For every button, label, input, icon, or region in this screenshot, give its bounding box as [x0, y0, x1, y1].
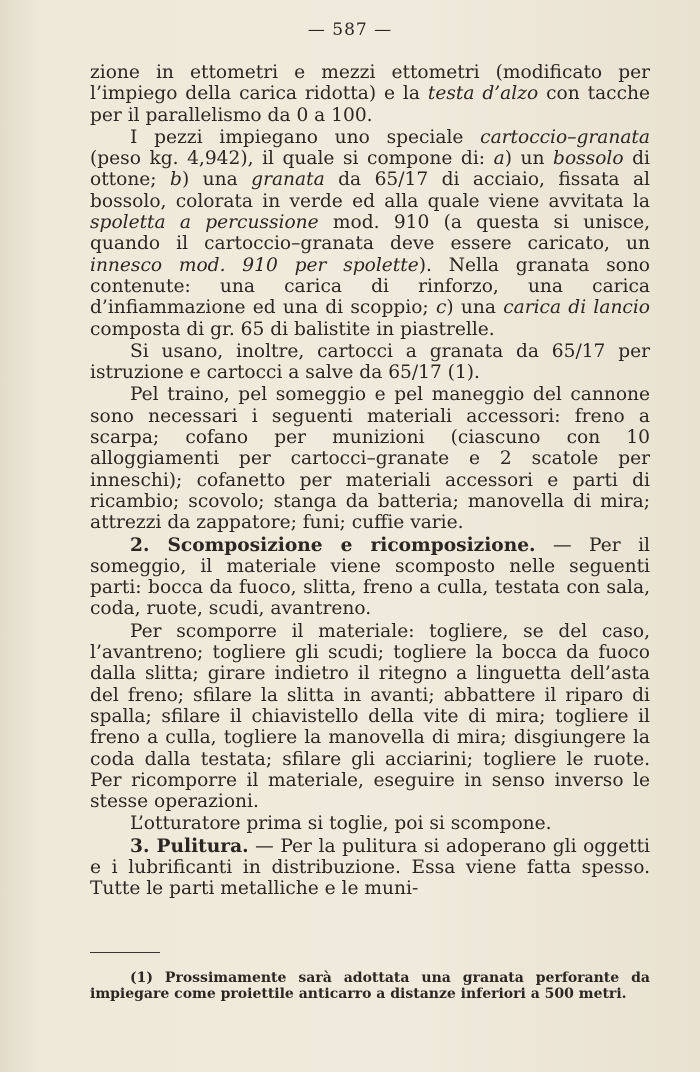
- paragraph-scomposizione: 2. Scomposizione e ricomposizione. — Per il someggio, il materiale viene scomposto nelle seguenti parti: bocca da fuoco, slitta, freno a culla, testata con sala, coda, ruote, scudi, avantreno.: [90, 534, 650, 620]
- paragraph-pulitura: 3. Pulitura. — Per la pulitura si adoperano gli oggetti e i lubrificanti in distribuzione. Essa viene fatta spesso. Tutte le parti metalliche e le muni-: [90, 835, 650, 900]
- paragraph-1: zione in ettometri e mezzi ettometri (modificato per l’impiego della carica ridotta) e la testa d’alzo con tacche per il parallelismo da 0 a 100.: [90, 62, 650, 126]
- body-text: [90, 62, 650, 900]
- footnote: (1) Prossimamente sarà adottata una granata perforante da impiegare come proiettile anticarro a distanze inferiori a 500 metri.: [90, 970, 650, 1002]
- paragraph-6: Per scomporre il materiale: togliere, se del caso, l’avantreno; togliere gli scudi; togliere la bocca da fuoco dalla slitta; girare indietro il ritegno a linguetta dell’asta del freno; sfilare la slitta in avanti; abbattere il riparo di spalla; sfilare il chiavistello della vite di mira; togliere il freno a culla, togliere la manovella di mira; disgiungere la coda dalla testata; sfilare gli acciarini; togliere le ruote. Per ricomporre il materiale, eseguire in senso inverso le stesse operazioni.: [90, 620, 650, 813]
- footnote-divider: [90, 952, 160, 953]
- page-number: — 587 —: [307, 20, 393, 40]
- paragraph-7: L’otturatore prima si toglie, poi si scompone.: [130, 813, 552, 835]
- paragraph-3: Si usano, inoltre, cartocci a granata da 65/17 per istruzione e cartocci a salve da 65/17 (1).: [90, 340, 650, 384]
- paragraph-2: I pezzi impiegano uno speciale cartoccio–granata (peso kg. 4,942), il quale si compone di: a) un bossolo di ottone; b) una granata da 65/17 di acciaio, fissata al bossolo, colorata in verde ed alla quale viene avvitata la spoletta a percussione mod. 910 (a questa si unisce, quando il cartoccio–granata deve essere caricato, un innesco mod. 910 per spolette). Nella granata sono contenute: una carica di rinforzo, una carica d’infiammazione ed una di scoppio; c) una carica di lancio composta di gr. 65 di balistite in piastrelle.: [90, 126, 650, 340]
- paragraph-4: Pel traino, pel someggio e pel maneggio del cannone sono necessari i seguenti materiali accessori: freno a scarpa; cofano per munizioni (ciascuno con 10 alloggiamenti per cartocci–granate e 2 scatole per inneschi); cofanetto per materiali accessori e parti di ricambio; scovolo; stanga da batteria; manovella di mira; attrezzi da zappatore; funi; cuffie varie.: [90, 384, 650, 534]
